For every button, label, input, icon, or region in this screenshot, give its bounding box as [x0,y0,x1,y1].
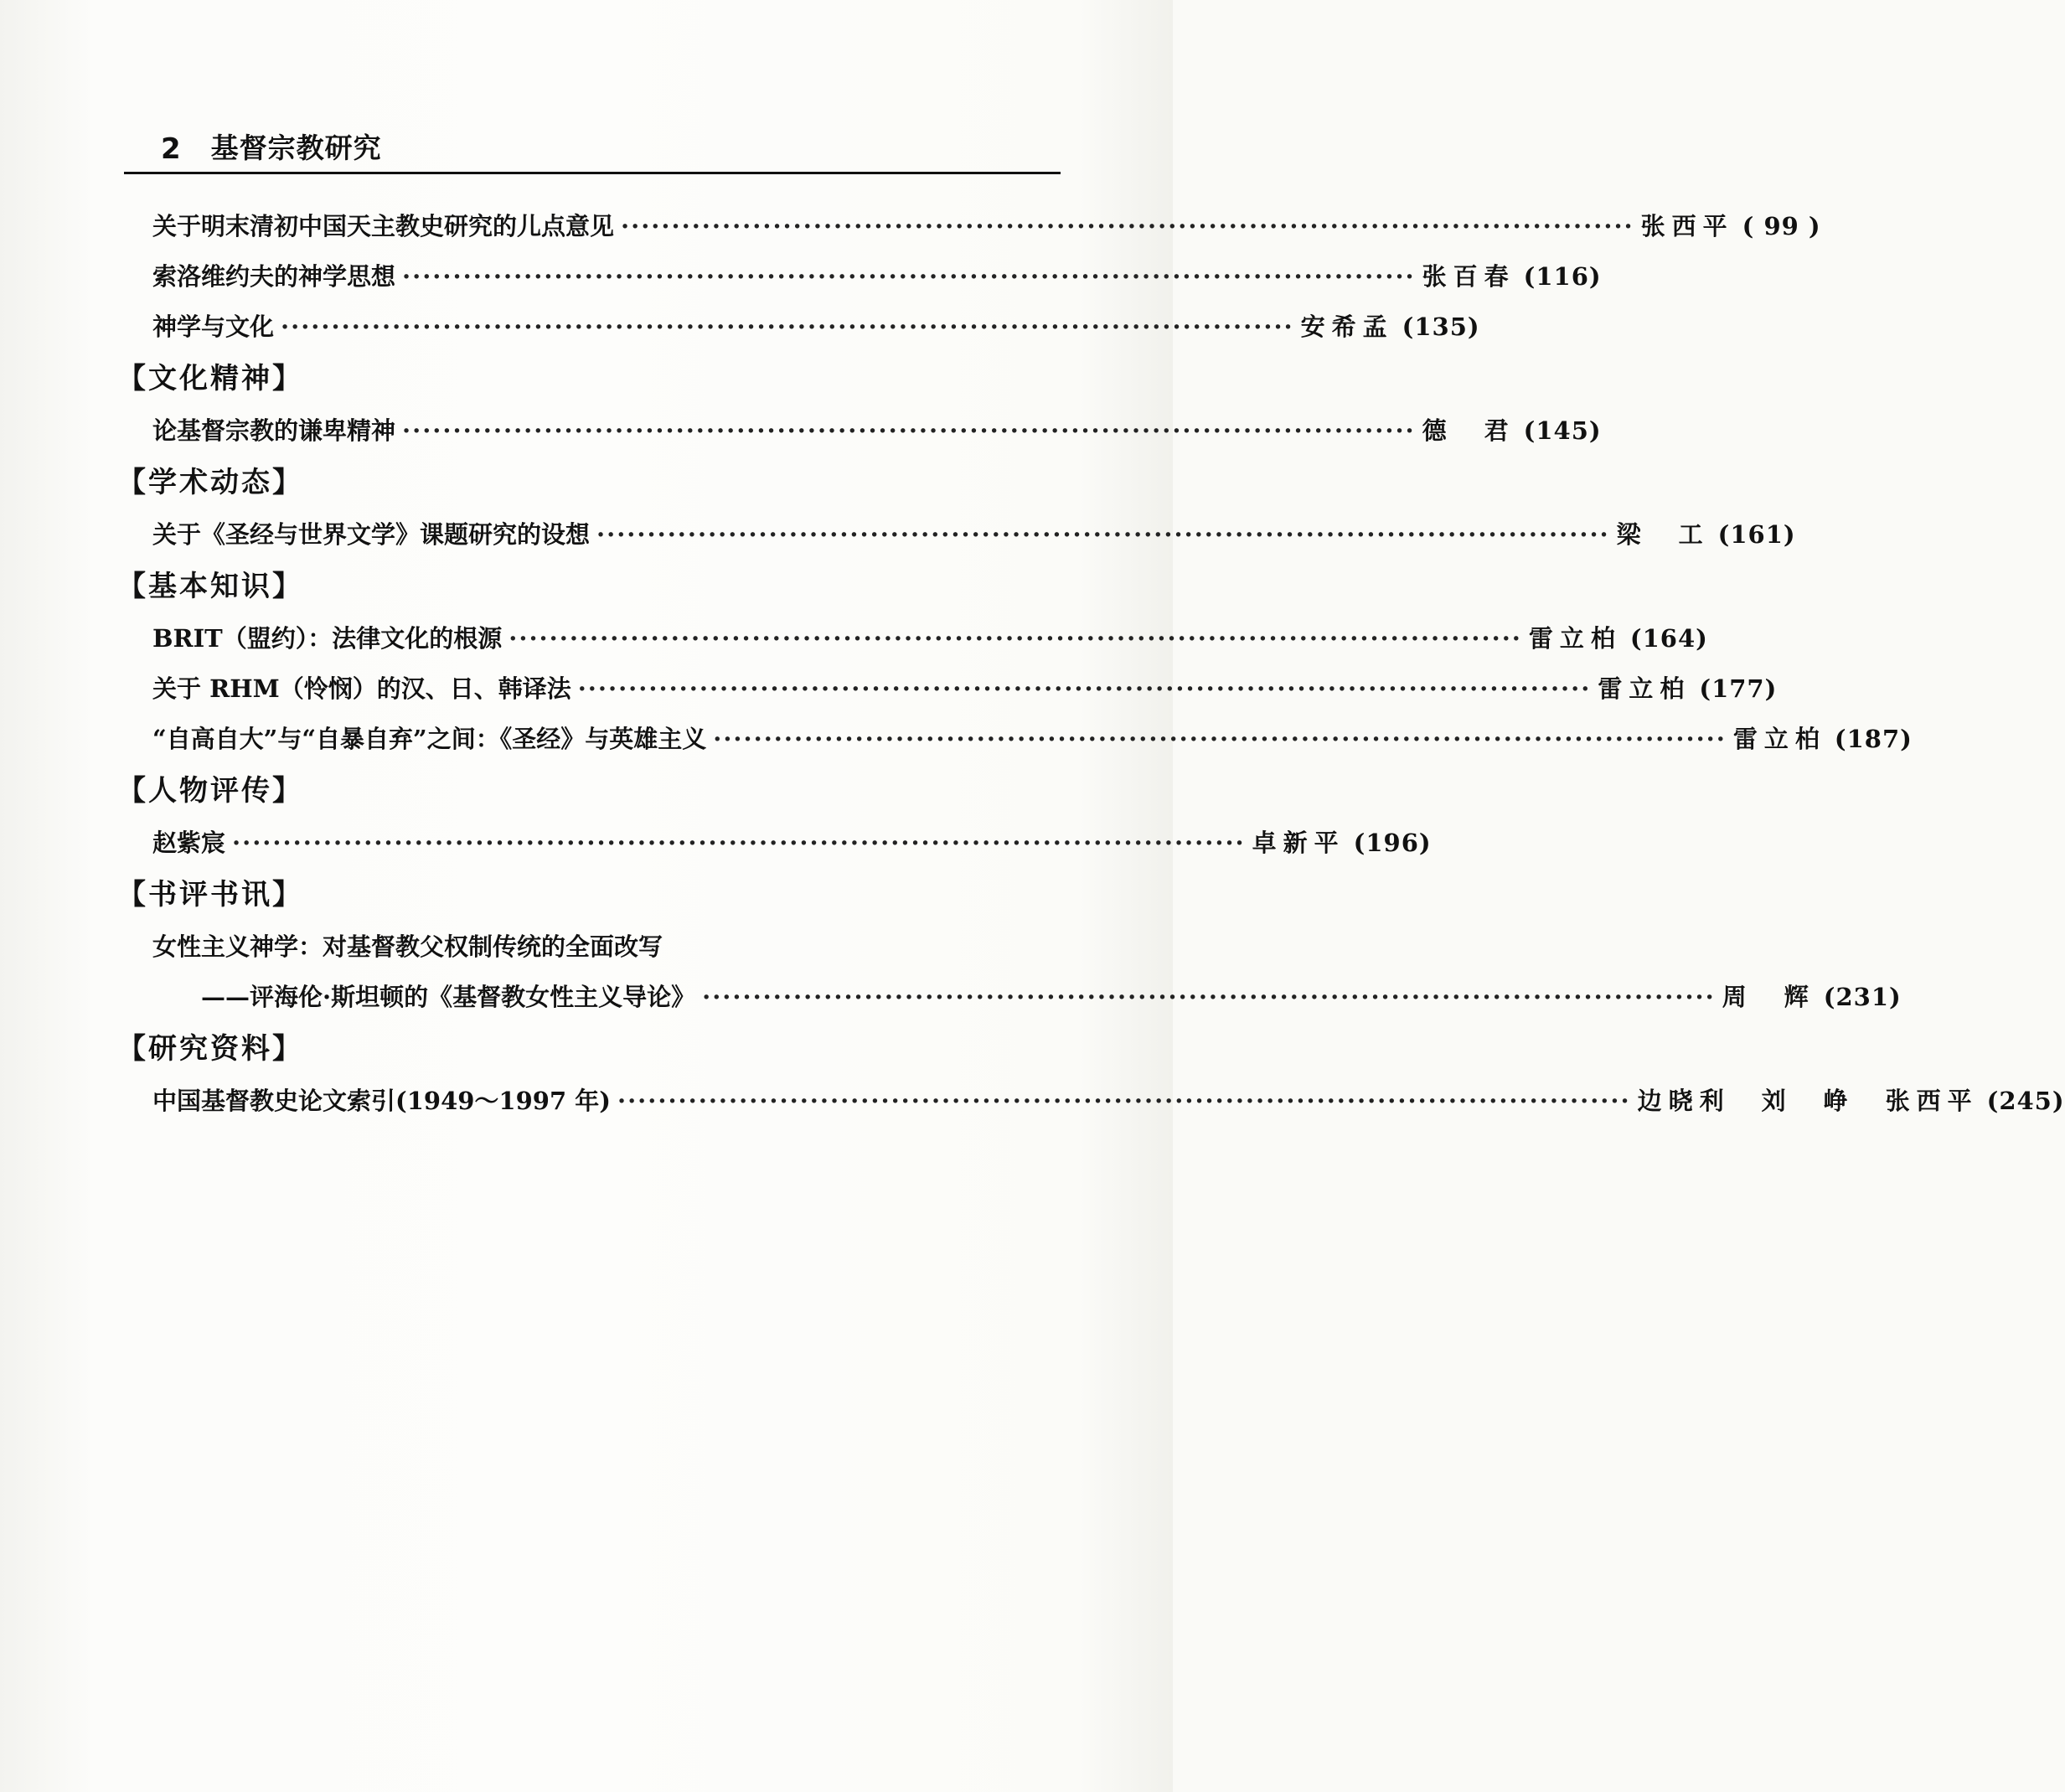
entry-page: (196) [1353,829,1432,857]
toc-entry[interactable] [117,302,1480,352]
entry-title: 关于 RHM（怜悯）的汉、日、韩译法 [152,674,571,703]
section-heading: 【文化精神】 [117,362,303,395]
section-heading: 【研究资料】 [117,1032,303,1066]
entry-page: (164) [1629,624,1708,653]
page-number: 2 [161,132,181,166]
header-rule [124,172,1061,174]
entry-author: 雷立柏 [1598,674,1691,703]
entry-title: “自高自大”与“自暴自弃”之间：《圣经》与英雄主义 [152,725,707,753]
entry-page: (116) [1523,262,1602,291]
entry-title: 索洛维约夫的神学思想 [152,262,396,291]
toc-entry[interactable] [117,714,1913,764]
leader-dots: ···································································································· [621,212,1634,240]
entry-author: 张西平 [1640,212,1734,240]
entry-title: 神学与文化 [152,312,275,341]
entry-page: (187) [1834,725,1913,753]
entry-subtitle: ——评海伦·斯坦顿的《基督教女性主义导论》 [201,983,696,1011]
entry-title: 赵紫宸 [152,829,226,857]
running-head [161,119,382,166]
leader-dots: ···································································································· [402,262,1416,291]
section-heading: 【基本知识】 [117,570,303,603]
section-heading: 【学术动态】 [117,466,303,499]
entry-author: 德 君 [1422,416,1515,445]
leader-dots: ···································································································· [577,674,1592,703]
entry-page: (135) [1402,312,1480,341]
entry-page: (145) [1523,416,1602,445]
entry-page: (245) [1986,1087,2065,1115]
entry-author: 雷立柏 [1732,725,1826,753]
entry-title: BRIT（盟约）：法律文化的根源 [152,624,503,653]
entry-title: 中国基督教史论文索引(1949～1997 年) [152,1087,611,1115]
entry-title: 关于明末清初中国天主教史研究的儿点意见 [152,212,615,240]
toc-entry[interactable] [117,818,1432,868]
toc-entry[interactable] [117,613,1708,664]
entry-page: (231) [1823,983,1902,1011]
section-heading: 【书评书讯】 [117,878,303,911]
leader-dots: ···································································································· [617,1087,1631,1115]
leader-dots: ···································································································· [281,312,1294,341]
entry-title: 女性主义神学：对基督教父权制传统的全面改写 [152,932,663,961]
leader-dots: ···································································································· [509,624,1522,653]
table-of-contents [117,201,2065,1126]
journal-title: 基督宗教研究 [210,132,382,164]
section-heading: 【人物评传】 [117,774,303,808]
toc-entry-title-line[interactable] [117,922,1064,972]
entry-author: 边晓利 刘 峥 张西平 [1637,1087,1979,1115]
leader-dots: ···································································································· [702,983,1716,1011]
entry-author: 周 辉 [1722,983,1815,1011]
entry-title: 论基督宗教的谦卑精神 [152,416,396,445]
leader-dots: ···································································································· [232,829,1246,857]
leader-dots: ···································································································· [596,520,1610,549]
toc-entry-subtitle-line[interactable] [117,972,1902,1022]
toc-entry[interactable] [117,201,1821,251]
entry-author: 雷立柏 [1528,624,1622,653]
entry-page: (161) [1717,520,1796,549]
entry-author: 安希孟 [1300,312,1394,341]
toc-entry[interactable] [117,509,1796,560]
toc-entry[interactable] [117,251,1602,302]
toc-entry[interactable] [117,664,1778,714]
entry-author: 卓新平 [1252,829,1345,857]
entry-title: 关于《圣经与世界文学》课题研究的设想 [152,520,591,549]
entry-author: 张百春 [1422,262,1515,291]
entry-page: (177) [1699,674,1778,703]
entry-page: ( 99 ) [1742,212,1821,240]
toc-entry[interactable] [117,1076,2065,1126]
entry-author: 梁 工 [1616,520,1710,549]
leader-dots: ···································································································· [713,725,1727,753]
leader-dots: ···································································································· [402,416,1416,445]
toc-entry[interactable] [117,405,1602,456]
